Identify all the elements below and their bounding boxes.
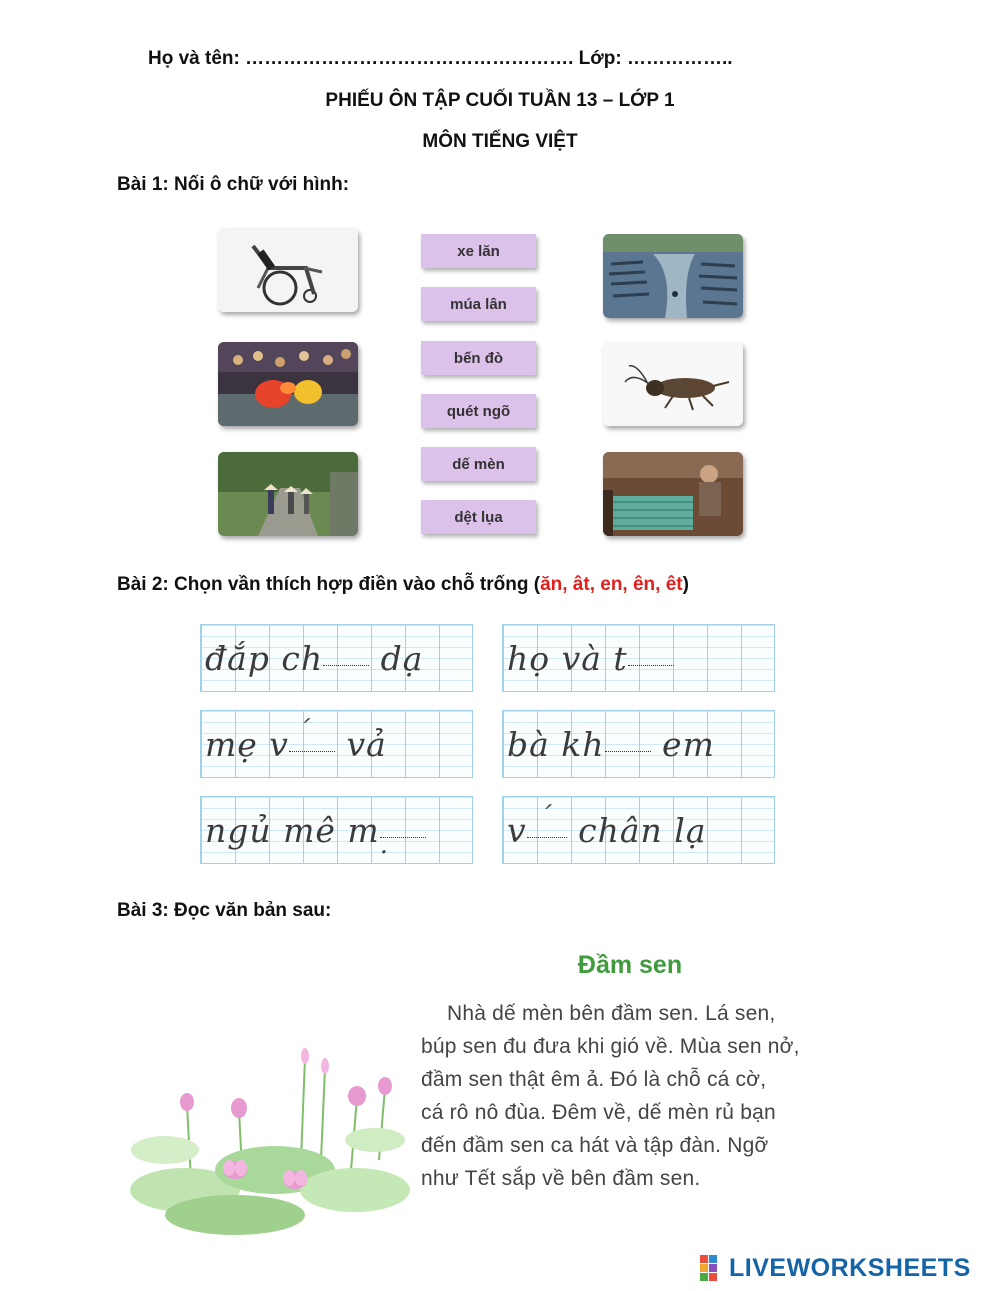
exercise1-heading: Bài 1: Nối ô chữ với hình: (117, 174, 350, 195)
word-part: vả (334, 725, 387, 764)
word-part: ngủ mê m (205, 811, 380, 850)
name-class-line: Họ và tên: ……………………………………………. Lớp: …………….. (148, 48, 733, 69)
lion-dance-photo[interactable] (218, 342, 358, 426)
blank-line[interactable] (628, 664, 674, 666)
word-card[interactable]: dệt lụa (421, 500, 536, 534)
blank-line[interactable] (289, 716, 335, 752)
word-card[interactable]: múa lân (421, 287, 536, 321)
tone-mark: ´ (538, 802, 553, 832)
word-part: họ và t (507, 639, 628, 678)
liveworksheets-logo-icon (700, 1255, 726, 1281)
word-part: đắp ch (205, 639, 324, 678)
brand-name: LIVEWORKSHEETS (729, 1253, 971, 1282)
fill-blank-row (201, 716, 472, 764)
fill-blank-row (503, 802, 774, 850)
blank-line[interactable] (527, 802, 567, 838)
word-part: v (507, 811, 527, 850)
exercise2-heading-suffix: ) (682, 574, 689, 595)
fill-blank-row (503, 725, 774, 764)
word-part: chân lạ (566, 811, 707, 850)
writing-grid (200, 710, 473, 778)
tone-mark: . (379, 830, 389, 860)
reading-title: Đầm sen (577, 951, 683, 979)
wheelchair-photo[interactable] (218, 228, 358, 312)
writing-grid (200, 796, 473, 864)
writing-grid (200, 624, 473, 692)
sweeping-lane-photo[interactable] (218, 452, 358, 536)
rhyme-options: ăn, ât, en, ên, êt (540, 574, 683, 595)
reading-passage (421, 997, 861, 1195)
boats-river-photo[interactable] (603, 234, 743, 318)
liveworksheets-logo (700, 1254, 971, 1282)
subject-title: MÔN TIẾNG VIỆT (422, 131, 578, 152)
passage-line: búp sen đu đưa khi gió về. Mùa sen nở, (421, 1035, 800, 1058)
writing-grid (502, 796, 775, 864)
word-part: em (650, 725, 715, 764)
fill-blank-row (503, 639, 774, 678)
word-part: dạ (369, 639, 424, 678)
word-card[interactable]: dế mèn (421, 447, 536, 481)
writing-grid (502, 624, 775, 692)
exercise3-heading: Bài 3: Đọc văn bản sau: (117, 900, 332, 921)
writing-grid (502, 710, 775, 778)
exercise2-heading-prefix: Bài 2: Chọn vần thích hợp điền vào chỗ trống ( (117, 574, 541, 595)
word-part: bà kh (507, 725, 605, 764)
passage-line: Nhà dế mèn bên đầm sen. Lá sen, (447, 1002, 776, 1025)
blank-line[interactable] (323, 664, 369, 666)
cricket-photo[interactable] (603, 342, 743, 426)
passage-line: như Tết sắp về bên đầm sen. (421, 1167, 701, 1190)
blank-line[interactable] (605, 750, 651, 752)
fill-blank-row (201, 639, 472, 678)
exercise2-heading (117, 574, 689, 596)
passage-line: đến đầm sen ca hát và tập đàn. Ngỡ (421, 1134, 769, 1157)
word-card[interactable]: quét ngõ (421, 394, 536, 428)
weaving-silk-photo[interactable] (603, 452, 743, 536)
blank-line[interactable] (379, 830, 426, 860)
worksheet-title: PHIẾU ÔN TẬP CUỐI TUẦN 13 – LỚP 1 (325, 90, 675, 111)
fill-blank-row (201, 811, 472, 860)
tone-mark: ´ (296, 716, 311, 746)
word-part: mẹ v (205, 725, 289, 764)
passage-line: đầm sen thật êm ả. Đó là chỗ cá cờ, (421, 1068, 767, 1091)
word-card[interactable]: xe lăn (421, 234, 536, 268)
lotus-illustration (125, 1040, 415, 1235)
word-card[interactable]: bến đò (421, 341, 536, 375)
passage-line: cá rô nô đùa. Đêm về, dế mèn rủ bạn (421, 1101, 776, 1124)
